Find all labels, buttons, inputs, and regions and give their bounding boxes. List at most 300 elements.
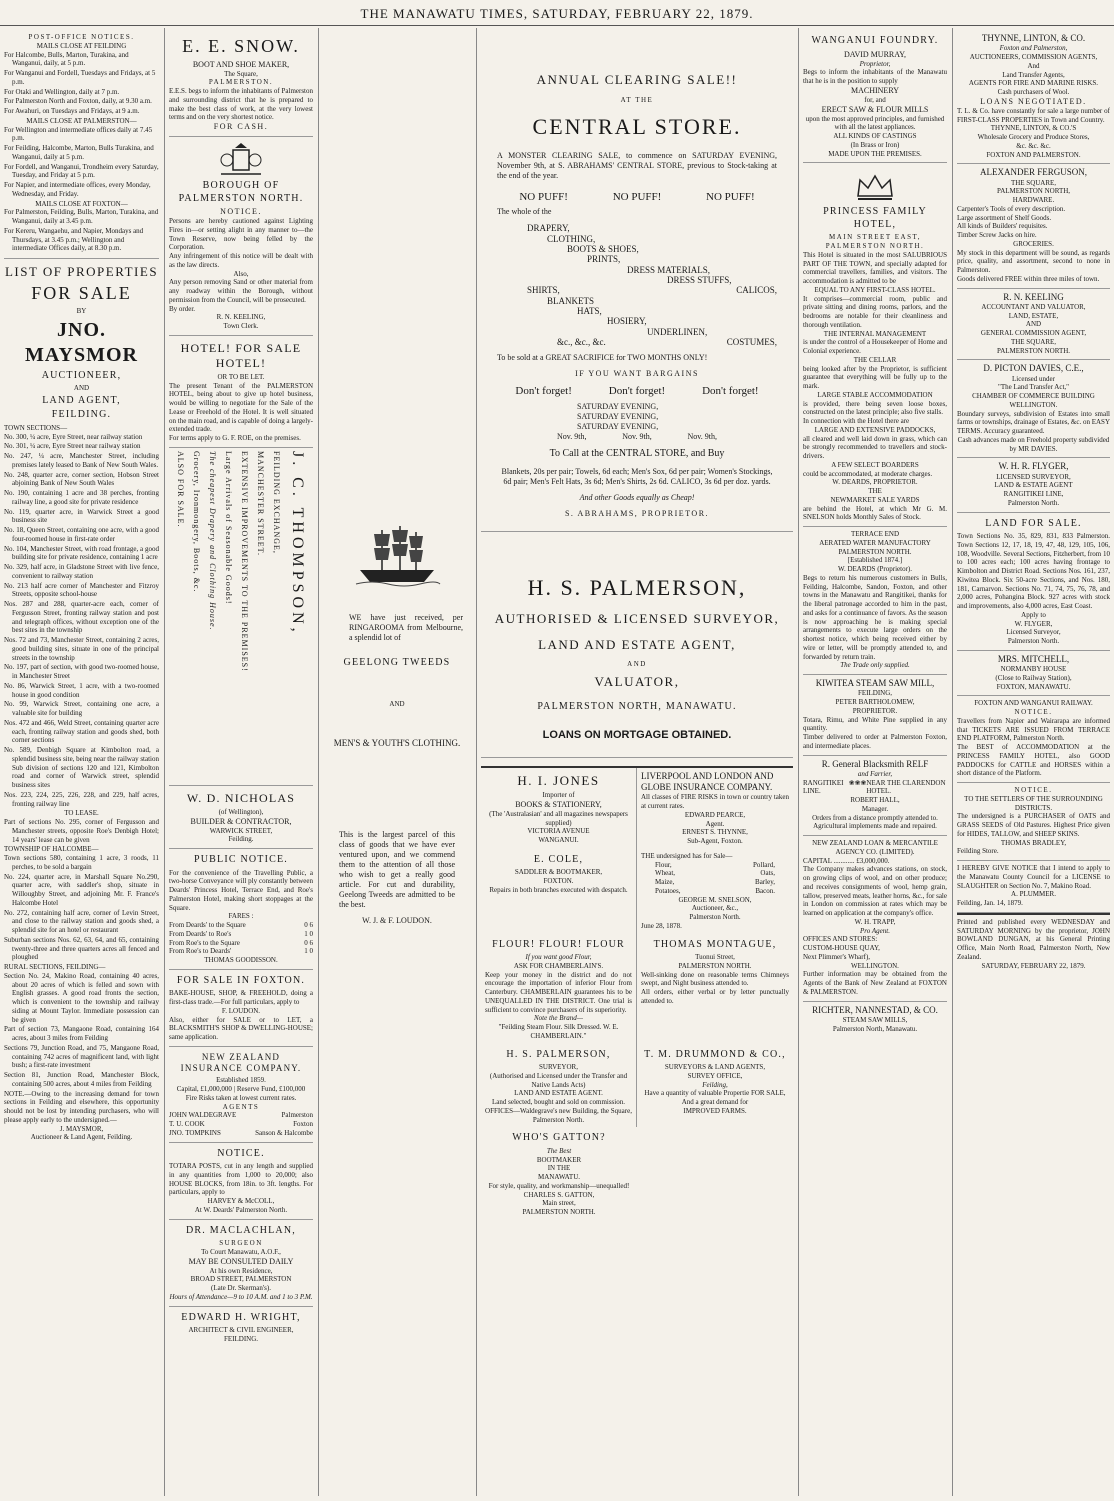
ad-line: PALMERSTON NORTH. (825, 242, 925, 250)
list-item: Suburban sections Nos. 62, 63, 64, and 65, containing twenty-three and three quarters acres all fenced and ploughed (4, 935, 159, 962)
fare-price: 0 6 (304, 938, 313, 947)
notice-title: NOTICE. (217, 1147, 265, 1159)
drummond-ad (637, 1044, 793, 1128)
advertiser-name: JNO. MAYSMOR (25, 318, 138, 366)
ad-body: is under the control of a Housekeeper of Home and Colonial experience. (803, 338, 947, 355)
ad-body: being looked after by the Proprietor, is sufficient guarantee that everything will be fully up to the mark. (803, 364, 947, 390)
nicholas-ad (169, 786, 313, 849)
ad-line: PETER BARTHOLOMEW, (835, 698, 915, 706)
davies-ad (957, 360, 1110, 458)
column-6 (953, 30, 1114, 1496)
list-item: Potatoes, (655, 886, 681, 895)
ad-line: NORMANBY HOUSE (1000, 665, 1067, 673)
list-item: No. 213 half acre corner of Manchester and Fitzroy Streets, opposite school-house (4, 581, 159, 599)
ad-line: AND (1025, 320, 1042, 329)
ad-line: The cheapest Drapery and Clothing House. (208, 450, 217, 631)
flyger-ad (957, 458, 1110, 512)
ad-line: SATURDAY EVENING, (577, 422, 659, 432)
list-item: DRESS MATERIALS, (627, 264, 711, 275)
advertiser-name: LIVERPOOL AND LONDON AND GLOBE INSURANCE COMPANY. (641, 770, 774, 793)
ad-line: PALMERSTON NORTH. (838, 547, 912, 556)
list-item: Oats, (760, 869, 775, 878)
ad-line: MAY BE CONSULTED DAILY (188, 1256, 294, 1266)
ad-body: Have a quantity of valuable Propertie FOR SALE, (644, 1089, 786, 1098)
list-item: PRINTS, (587, 254, 621, 265)
slogan: NO PUFF! (519, 190, 568, 203)
coat-of-arms-icon (216, 142, 266, 178)
advertiser-name: T. M. DRUMMOND & CO., (644, 1048, 786, 1060)
list-item: No. 119, quarter acre, in Warwick Street a good business site (4, 507, 159, 525)
ad-line: LAND AND ESTATE AGENT. (514, 1089, 603, 1098)
and-label: AND (73, 384, 90, 392)
ad-line: LAND, ESTATE, (1008, 311, 1059, 320)
list-item: Section 81, Junction Road, Manchester Block, containing 500 acres, about 4 miles from Feilding (4, 1071, 159, 1088)
kiwitea-ad (803, 675, 947, 756)
ad-line: The whole of the (497, 207, 552, 217)
notice-subhead: MAILS CLOSE AT FOXTON— (35, 199, 128, 208)
column-2 (165, 30, 317, 1496)
advertiser-name: D. PICTON DAVIES, C.E., (983, 363, 1084, 374)
notice-title: FOXTON AND WANGANUI RAILWAY. (974, 699, 1093, 708)
signature-role: Town Clerk. (223, 322, 259, 330)
list-item: COSTUMES, (726, 337, 777, 348)
hotel-sale-ad (169, 336, 313, 448)
ad-line: THE SQUARE, (1010, 178, 1057, 187)
signature-role: Feilding Store. (957, 847, 999, 856)
ad-line: RANGITIKEI LINE, (1003, 490, 1064, 498)
ad-subhead: HARDWARE. (1012, 196, 1055, 204)
list-item: For Kereru, Wangaehu, and Napier, Mondays and Thursdays, at 3.45 p.m.; Wellington and intermediate Offices daily, at 8.30 p.m. (4, 226, 144, 253)
notice-title: NOTICE. (1014, 786, 1053, 794)
signature-role: Palmerston North. (1007, 637, 1060, 645)
mail-list (4, 126, 159, 199)
wright-ad (169, 1307, 313, 1348)
ad-line: PALMERSTON. (208, 78, 274, 87)
post-office-notices (4, 30, 159, 259)
ad-body: Town Sections No. 35, 829, 831, 833 Palmerston. Town Sections 12, 17, 18, 19, 47, 48, 129, 105, 106, 108, Woodville. Several Sections, Fitzherbert, from 10 to 100 acres each; 100 acres having frontage to Kimbolton and District Road. Sections Nos. 161, 237, Kiwitea Block. Six 50-acre Sections, and Nos. 180, 181, Carnarvon. Sections No. 71, 74, 75, 76, 78, and 2,000 acres, Pohangina Block. 927 acres with stock and improvements, also 4,000 acres, East Coast. (957, 532, 1110, 610)
list-item: Part of section 73, Mangaone Road, containing 164 acres, about 3 miles from Feilding (4, 1025, 159, 1042)
notice-subtitle: TO THE SETTLERS OF THE SURROUNDING DISTRICTS. (964, 794, 1103, 812)
agent-name: T. U. COOK (169, 1120, 205, 1128)
ad-body: Timber Screw Jacks on hire. (957, 231, 1037, 239)
ad-line: ARCHITECT & CIVIL ENGINEER, (188, 1326, 294, 1334)
list-item: No. 99, Warwick Street, containing one acre, a valuable site for building (4, 700, 159, 717)
ad-line: Feilding, (702, 1080, 728, 1089)
ad-line: MANAWATU. (537, 1173, 581, 1182)
list-item: Sections 79, Junction Road, and 75, Mangaone Road, containing 742 acres of magnificent land, with light bush; a first-rate investment (4, 1043, 159, 1070)
loan-agency-ad (803, 836, 947, 1002)
ad-body: could be accommodated, at moderate charges. (803, 469, 933, 478)
signature-role: Sub-Agent, Foxton. (687, 837, 743, 846)
signature-role: Manager. (861, 804, 889, 813)
ad-body: Persons are hereby cautioned against Lighting Fires in—or setting alight in any manner to—the Town Reserve, now being felled by the Corporation. (169, 217, 313, 252)
list-item: Barley, (755, 878, 775, 887)
mail-list (4, 51, 159, 116)
ad-title: ANNUAL CLEARING SALE!! (536, 72, 738, 87)
section-heading: TO LEASE. (64, 809, 99, 818)
plummer-notice (957, 861, 1110, 913)
date: Nov. 9th, (622, 432, 652, 442)
ad-line: The Trade only supplied. (840, 661, 910, 670)
advertiser-name: E. E. SNOW. (182, 36, 300, 56)
ad-body: The undersigned is a PURCHASER of OATS and GRASS SEEDS of Old Pastures. Highest Price given for HIDES, TALLOW, and SHEEP SKINS. (957, 812, 1110, 838)
ad-title: THE undersigned has for Sale— (641, 851, 733, 860)
advertiser-name: R. General Blacksmith RELF (821, 758, 929, 769)
ad-body: Orders from a distance promptly attended to. (812, 813, 938, 822)
ad-line: ALL KINDS OF CASTINGS (833, 132, 917, 140)
and-label: AND (389, 699, 405, 708)
ad-subhead: THE (868, 487, 882, 495)
signature: R. N. KEELING, (216, 313, 266, 322)
ad-body: This Hotel is situated in the most SALUBRIOUS PART OF THE TOWN, and specially adapted for commercial travellers, families, and visitors. The accommodation is admitted to be (803, 250, 947, 285)
list-item: For Halcombe, Bulls, Marton, Turakina, and Wanganui, daily, at 5 p.m. (4, 50, 129, 68)
signature: F. LOUDON. (221, 1006, 261, 1015)
list-item: Section No. 24, Makino Road, containing 40 acres, about 20 acres of which is felled and sown with English grasses. A good road fronts the section, which is convenient to the township and railway siding at Mount Taylor. Immediate possession can be given (4, 971, 159, 1024)
column-3 (319, 30, 475, 1496)
fare-price: 1 0 (304, 929, 313, 938)
list-item: Nos. 472 and 466, Weld Street, containing quarter acre each, fronting railway station and goods shed, both corner sections (4, 718, 159, 745)
ad-body: I HEREBY GIVE NOTICE that I intend to apply to the Manawatu County Council for a LICENSE to SLAUGHTER on Section No. 7, Makino Road. (957, 864, 1110, 890)
column-4 (477, 30, 797, 1496)
table-row (655, 861, 775, 870)
signature-role: Main street, (542, 1199, 576, 1208)
ad-body: Large assortment of Shelf Goods. (957, 213, 1052, 222)
ad-body: is provided, there being seven loose boxes, constructed on the latest principle; also five stalls. (803, 399, 947, 417)
ad-line: "The Land Transfer Act," (997, 383, 1070, 392)
ad-subhead: LARGE AND EXTENSIVE PADDOCKS, (814, 425, 936, 434)
store-name: CENTRAL STORE. (532, 114, 742, 139)
slogan: Don't forget! (515, 385, 572, 398)
ad-line: Tuonui Street, (695, 953, 735, 962)
ad-line: Capital, £1,000,000 | Reserve Fund, £100,000 (176, 1085, 306, 1093)
vertical-ad (169, 451, 313, 781)
ad-line: for, and (864, 95, 886, 104)
notice-title: POST-OFFICE NOTICES. (28, 33, 135, 41)
mitchell-ad (957, 651, 1110, 697)
ad-line: Established 1859. (216, 1076, 266, 1085)
ad-body: For style, quality, and workmanship—unequalled! (488, 1181, 630, 1190)
ad-subhead: A FEW SELECT BOARDERS (831, 460, 919, 469)
list-item: No. 329, half acre, in Gladstone Street with live fence, convenient to railway station (4, 563, 159, 580)
list-item: No. 247, ¼ acre, Manchester Street, including premises lately leased to Bank of New South Wales. (4, 452, 159, 469)
fare-route: From Deards' to the Square (169, 921, 246, 929)
ad-line: EQUAL TO ANY FIRST-CLASS HOTEL. (814, 285, 936, 294)
ad-line: TERRACE END (850, 530, 900, 538)
ad-line: LICENSED SURVEYOR, (996, 472, 1071, 481)
ad-body: Further information may be obtained from the Agents of the Bank of New Zealand at FOXTON & PALMERSTON. (803, 970, 947, 996)
ad-line: PROPRIETOR. (852, 706, 898, 715)
list-item: No. 589, Denbigh Square at Kimbolton road, a splendid business site, being near the railway station Sub division of sections 120 and 121, Kimbolton road and corner of Warwick street, splendid business sites (4, 746, 159, 789)
list-item: Flour, (655, 860, 672, 869)
by-label: BY (76, 306, 87, 315)
ad-line: FEILDING EXCHANGE, (272, 450, 281, 554)
liverpool-ad (637, 768, 793, 849)
list-item: Nos. 72 and 73, Manchester Street, containing 2 acres, good building sites, situate in one of the principal streets in the township (4, 636, 159, 662)
section-heading: RURAL SECTIONS, FEILDING— (4, 963, 106, 971)
ad-line: ERECT SAW & FLOUR MILLS (821, 104, 929, 114)
notice-subtitle: NOTICE. (220, 207, 262, 216)
ad-line: LAND & ESTATE AGENT (994, 481, 1073, 490)
list-item: SHIRTS, (527, 285, 560, 296)
list-item: DRAPERY, (527, 223, 570, 234)
advertiser-name: PRINCESS FAMILY HOTEL, (823, 206, 927, 230)
price-list: Blankets, 20s per pair; Towels, 6d each; Men's Sox, 6d per pair; Women's Stockings, 6d pair; Men's Felt Hats, 3s 6d; Men's Shirts, 2s 6d. CALICO, 3s 6d per doz. yards. (501, 466, 773, 486)
ad-body: This is the largest parcel of this class of goods that we have ever ventured upon, and we commend them to the attention of all those who wish to get a really good article. For cut and durability, Geelong Tweeds are admitted to be the best. (339, 829, 455, 909)
list-item: No. 197, part of section, with good two-roomed house, in Manchester Street (4, 663, 159, 680)
aerated-water-ad (803, 527, 947, 675)
table-row (169, 939, 313, 948)
ad-line: WARWICK STREET, (209, 826, 273, 835)
ad-intro: WE have just received, per RINGAROOMA from Melbourne, a splendid lot of (349, 613, 463, 642)
ad-line: Palmerston North. (1007, 498, 1060, 507)
ad-line: BROAD STREET, PALMERSTON (190, 1275, 292, 1284)
advertiser-name: H. I. JONES (517, 772, 600, 788)
list-item: No. 190, containing 1 acre and 38 perches, fronting railway line, a good site for private residence (4, 489, 159, 506)
advertiser-name: EDWARD H. WRIGHT, (181, 1311, 301, 1323)
foxton-sale-ad (169, 970, 313, 1047)
ad-body: The BEST of ACCOMMODATION at the PRINCESS FAMILY HOTEL, also GOOD PADDOCKS for CATTLE and HORSES within a short distance of the Platform. (957, 743, 1110, 778)
ad-body: Also, (233, 269, 249, 278)
horseshoe-icon: ❀❀❀ (848, 778, 867, 787)
ad-line: BOOKS & STATIONERY, (515, 799, 602, 809)
advertiser-name: KIWITEA STEAM SAW MILL, (815, 678, 935, 688)
ad-line: FOXTON AND PALMERSTON. (986, 150, 1081, 159)
list-item: For Feilding, Halcombe, Marton, Bulls Turakina, and Wanganui, daily at 5 p.m. (4, 144, 154, 161)
ad-line: Feilding. (228, 835, 254, 844)
relf-ad (803, 756, 947, 837)
snelson-ad (637, 849, 793, 934)
table-row (169, 921, 313, 930)
ad-line: STEAM SAW MILLS, (842, 1015, 908, 1024)
signature: THOMAS BRADLEY, (1000, 838, 1067, 847)
gatton-ad (481, 1127, 637, 1220)
ad-line: FOXTON, MANAWATU. (996, 682, 1071, 691)
signature: HARVEY & McCOLL, (207, 1197, 275, 1205)
ad-line: VICTORIA AVENUE (527, 827, 590, 836)
ad-body: Any person removing Sand or other material from any roadway within the Borough, without permission from the Council, will be prosecuted. (169, 278, 313, 304)
ad-line: (of Wellington), (218, 807, 264, 816)
ad-line: WANGANUI. (538, 836, 579, 845)
richter-ad (803, 1002, 947, 1038)
list-item: Maize, (655, 878, 675, 887)
ad-line: (Authorised and Licensed under the Transfer and Native Lands Acts) (489, 1071, 628, 1089)
ad-line: CHAMBER OF COMMERCE BUILDING (972, 392, 1095, 400)
small-ads-grid (481, 766, 793, 1220)
list-item: For Palmerston North and Foxton, daily, at 9.30 a.m. (4, 97, 152, 106)
ad-line: ACCOUNTANT AND VALUATOR, (981, 302, 1086, 311)
ad-title: FOR SALE IN FOXTON. (176, 974, 306, 986)
ad-title: HOTEL! FOR SALE HOTEL! (180, 340, 302, 370)
clearing-sale-ad (481, 30, 793, 532)
advertiser-name: THOMAS MONTAGUE, (653, 938, 777, 950)
ad-body: Any infringement of this notice will be dealt with as the law directs. (169, 252, 313, 269)
masthead (0, 0, 1114, 26)
produce-table (641, 861, 789, 896)
notice-subtitle: NOTICE. (1014, 708, 1053, 716)
ad-line: Foxton and Palmerston, (999, 44, 1068, 53)
ad-line: SURVEYORS & LAND AGENTS, (664, 1063, 766, 1072)
fare-route: From Deards' to Roe's (169, 929, 232, 938)
ad-body: The Company makes advances stations, on stock, on growing clips of wool, and on other produce; and receives consignments of wool, hemp grain, tallow, preserved meats, leather horns, &c., for sale in London on commission at rates which may be learned on application at the company's office. (803, 865, 947, 917)
advertiser-name: W. H. R. FLYGER, (998, 461, 1069, 472)
signature-role: PALMERSTON NORTH. (522, 1208, 596, 1217)
list-item: Town sections 580, containing 1 acre, 3 roods, 11 perches, to be sold a bargain (4, 854, 159, 871)
signature-role: Auctioneer & Land Agent, Feilding. (30, 1133, 133, 1142)
list-item: Bacon. (755, 886, 775, 895)
ad-line: AT THE (620, 96, 654, 105)
ad-body: All kinds of Builders' requisites. (957, 222, 1048, 231)
ad-line: (In Brass or Iron) (850, 140, 900, 149)
advertiser-name: MRS. MITCHELL, (997, 653, 1070, 664)
ad-line: Apply to (1021, 610, 1046, 619)
ad-line: (Close to Railway Station), (995, 673, 1072, 682)
ad-line: AGENTS FOR FIRE AND MARINE RISKS. (968, 79, 1099, 88)
ad-body: BAKE-HOUSE, SHOP, & FREEHOLD, doing a first-class trade.—For full particulars, apply to (169, 989, 313, 1006)
list-item: For Napier, and intermediate offices, every Monday, Wednesday, and Friday. (4, 181, 151, 198)
insurance-ad (169, 1047, 313, 1143)
signature-role: Agent. (705, 819, 725, 828)
list-item: For Fordell, and Wanganui, Trondheim every Saturday, Tuesday, and Friday at 5 p.m. (4, 162, 159, 180)
table-row (655, 887, 775, 896)
ad-line: FOR CASH. (213, 122, 269, 131)
signature: by MR DAVIES. (1009, 444, 1058, 453)
ad-line: THYNNE, LINTON, & CO.'S (990, 124, 1077, 133)
advertiser-place: FEILDING. (51, 409, 112, 421)
slogan: NO PUFF! (706, 190, 755, 203)
ad-line: Land Transfer Agents, (1002, 70, 1065, 79)
ad-line: "Feilding Steam Flour. Silk Dressed. W. E. CHAMBERLAIN." (498, 1023, 619, 1040)
list-item: Pollard, (753, 860, 775, 869)
list-item: For Palmerston, Feilding, Bulls, Marton, Turakina, and Wanganui, daily at 3.45 p.m. (4, 208, 159, 225)
ad-line: SADDLER & BOOTMAKER, (514, 868, 603, 877)
ad-body: upon the most approved principles, and furnished with all the latest appliances. (805, 114, 945, 132)
ad-line: SURVEYOR, (539, 1063, 578, 1072)
signature: S. ABRAHAMS, PROPRIETOR. (564, 508, 710, 518)
ad-title: MEN'S & YOUTH'S CLOTHING. (333, 738, 461, 749)
signature: W. DEARDS, PROPRIETOR. (832, 478, 918, 487)
ad-line: MAIN STREET EAST, (829, 233, 921, 242)
ad-line: Cash purchasers of Wool. (997, 88, 1070, 96)
bradley-notice (957, 783, 1110, 861)
list-item: HOSIERY, (607, 316, 647, 327)
ad-body: Goods delivered FREE within three miles of town. (957, 274, 1100, 283)
railway-notice (957, 696, 1110, 783)
property-list (4, 433, 159, 809)
merchandise-list (497, 223, 777, 347)
list-item: Part of sections No. 295, corner of Fergusson and Manchester streets, opposite Roe's Denbigh Hotel; 14 years' lease can be given (4, 818, 159, 844)
ad-subhead: GROCERIES. (1013, 239, 1054, 248)
advertiser-role: LAND AGENT, (42, 394, 121, 406)
notice-title: PUBLIC NOTICE. (193, 854, 289, 865)
ad-body: are behind the Hotel, at which Mr G. M. SNELSON holds Monthly Sales of Stock. (803, 504, 947, 522)
slogan: Don't forget! (702, 385, 759, 398)
borough-notice (169, 137, 313, 336)
ad-line: AGENTS (222, 1102, 260, 1111)
ad-line: (The 'Australasian' and all magazines newspapers supplied) (489, 809, 628, 827)
ad-line: SURVEY OFFICE, (687, 1071, 743, 1080)
ad-line: THE SQUARE, (1010, 337, 1057, 346)
advertiser-name: E. COLE, (533, 853, 584, 865)
dates-row (497, 432, 777, 442)
ad-body: Land selected, bought and sold on commission. (492, 1098, 625, 1107)
ad-subhead: NEWMARKET SALE YARDS (830, 495, 920, 504)
section-heading: TOWNSHIP OF HALCOMBE— (4, 845, 99, 854)
ad-subhead: LARGE STABLE ACCOMMODATION (817, 390, 933, 399)
ad-line: WELLINGTON. (851, 961, 899, 970)
property-list (4, 818, 159, 844)
ad-line: IN THE (547, 1164, 571, 1173)
ad-body: My stock in this department will be sound, as regards price, quality, and assortment, second to none in Palmerston. (957, 248, 1110, 274)
ad-line: MADE UPON THE PREMISES. (828, 149, 922, 158)
advertiser-name: NEW ZEALAND LOAN & MERCANTILE AGENCY CO. (LIMITED). (812, 839, 938, 856)
signature: J. MAYSMOR, (59, 1124, 104, 1133)
fare-route: From Roe's to Deards' (169, 947, 232, 956)
totara-notice (169, 1143, 313, 1220)
ad-line: FOXTON. (543, 877, 574, 886)
column-5 (799, 30, 951, 1496)
ad-line: Importer of (542, 791, 575, 800)
signature-role: Pro Agent. (860, 926, 890, 935)
notice-subhead: MAILS CLOSE AT PALMERSTON— (26, 116, 137, 125)
ad-line: To Call at the CENTRAL STORE, and Buy (549, 448, 725, 460)
advertiser-name: THYNNE, LINTON, & CO. (981, 33, 1086, 43)
ad-line: Grocery, Ironmongery, Boots, &c. (192, 450, 201, 593)
agents-table (169, 1111, 313, 1137)
ad-body: Repairs in both branches executed with despatch. (489, 885, 628, 894)
table-row (169, 930, 313, 939)
ad-date: June 28, 1878. (641, 921, 682, 930)
table-row (169, 1111, 313, 1120)
ad-body: It comprises—commercial room, public and private sitting and dining rooms, parlors, and the bedrooms are notable for their cleanliness and thorough ventilation. (803, 294, 947, 329)
ad-body: Travellers from Napier and Wairarapa are informed that TICKETS ARE ISSUED FROM TERRACE END PLATFORM, Palmerston North. (957, 716, 1110, 743)
ad-body: Boundary surveys, subdivision of Estates into small farms or townships, drainage of Estates, &c. on EASY TERMS. Accuracy guaranteed. (957, 409, 1110, 435)
ferguson-ad (957, 164, 1110, 288)
ad-line: Proprietor, (859, 59, 891, 68)
signature: CHARLES S. GATTON, (523, 1190, 595, 1199)
land-for-sale-ad (957, 513, 1110, 651)
table-row (169, 1129, 313, 1138)
blank-space (323, 30, 471, 500)
ad-line: NEAR THE CLARENDON HOTEL. (866, 778, 946, 796)
keeling-ad (957, 289, 1110, 361)
foundry-ad (803, 30, 947, 163)
ad-body: Carpenter's Tools of every description. (957, 204, 1066, 213)
fare-route: From Roe's to the Square (169, 938, 240, 947)
advertiser-name: WANGANUI FOUNDRY. (811, 35, 939, 46)
advertiser-name: H. S. PALMERSON, (506, 1048, 611, 1060)
ad-title: AERATED WATER MANUFACTORY (819, 538, 931, 547)
ad-line: IF YOU WANT BARGAINS (575, 369, 699, 379)
ad-line: Note the Brand— (534, 1014, 583, 1023)
list-item: Wheat, (655, 869, 676, 878)
signature: GEORGE M. SNELSON, (678, 895, 752, 904)
thynne-linton-ad (957, 30, 1110, 164)
ad-line: PALMERSTON NORTH, (996, 187, 1071, 196)
ad-line: Hours of Attendance—9 to 10 A.M. and 1 to 3 P.M. (169, 1292, 313, 1301)
agent-name: JOHN WALDEGRAVE (169, 1111, 237, 1120)
notice-subhead: MAILS CLOSE AT FEILDING (36, 41, 127, 50)
capital-line: CAPITAL ............ £3,000,000. (803, 856, 890, 865)
advertiser-name: J. C. THOMPSON, (289, 450, 306, 636)
ad-body: Begs to inform the inhabitants of the Manawatu that he is in the position to supply (803, 68, 947, 85)
advertiser-name: ALEXANDER FERGUSON, (979, 167, 1087, 178)
fare-price: 0 6 (304, 921, 313, 929)
signature: ERNEST S. THYNNE, (682, 828, 748, 837)
ad-line: SATURDAY EVENING, (577, 412, 659, 422)
list-item: For Wanganui and Fordell, Tuesdays and Fridays, at 5 p.m. (4, 69, 156, 86)
mail-list (4, 208, 159, 253)
signature-role: Licensed Surveyor, (1006, 628, 1061, 637)
